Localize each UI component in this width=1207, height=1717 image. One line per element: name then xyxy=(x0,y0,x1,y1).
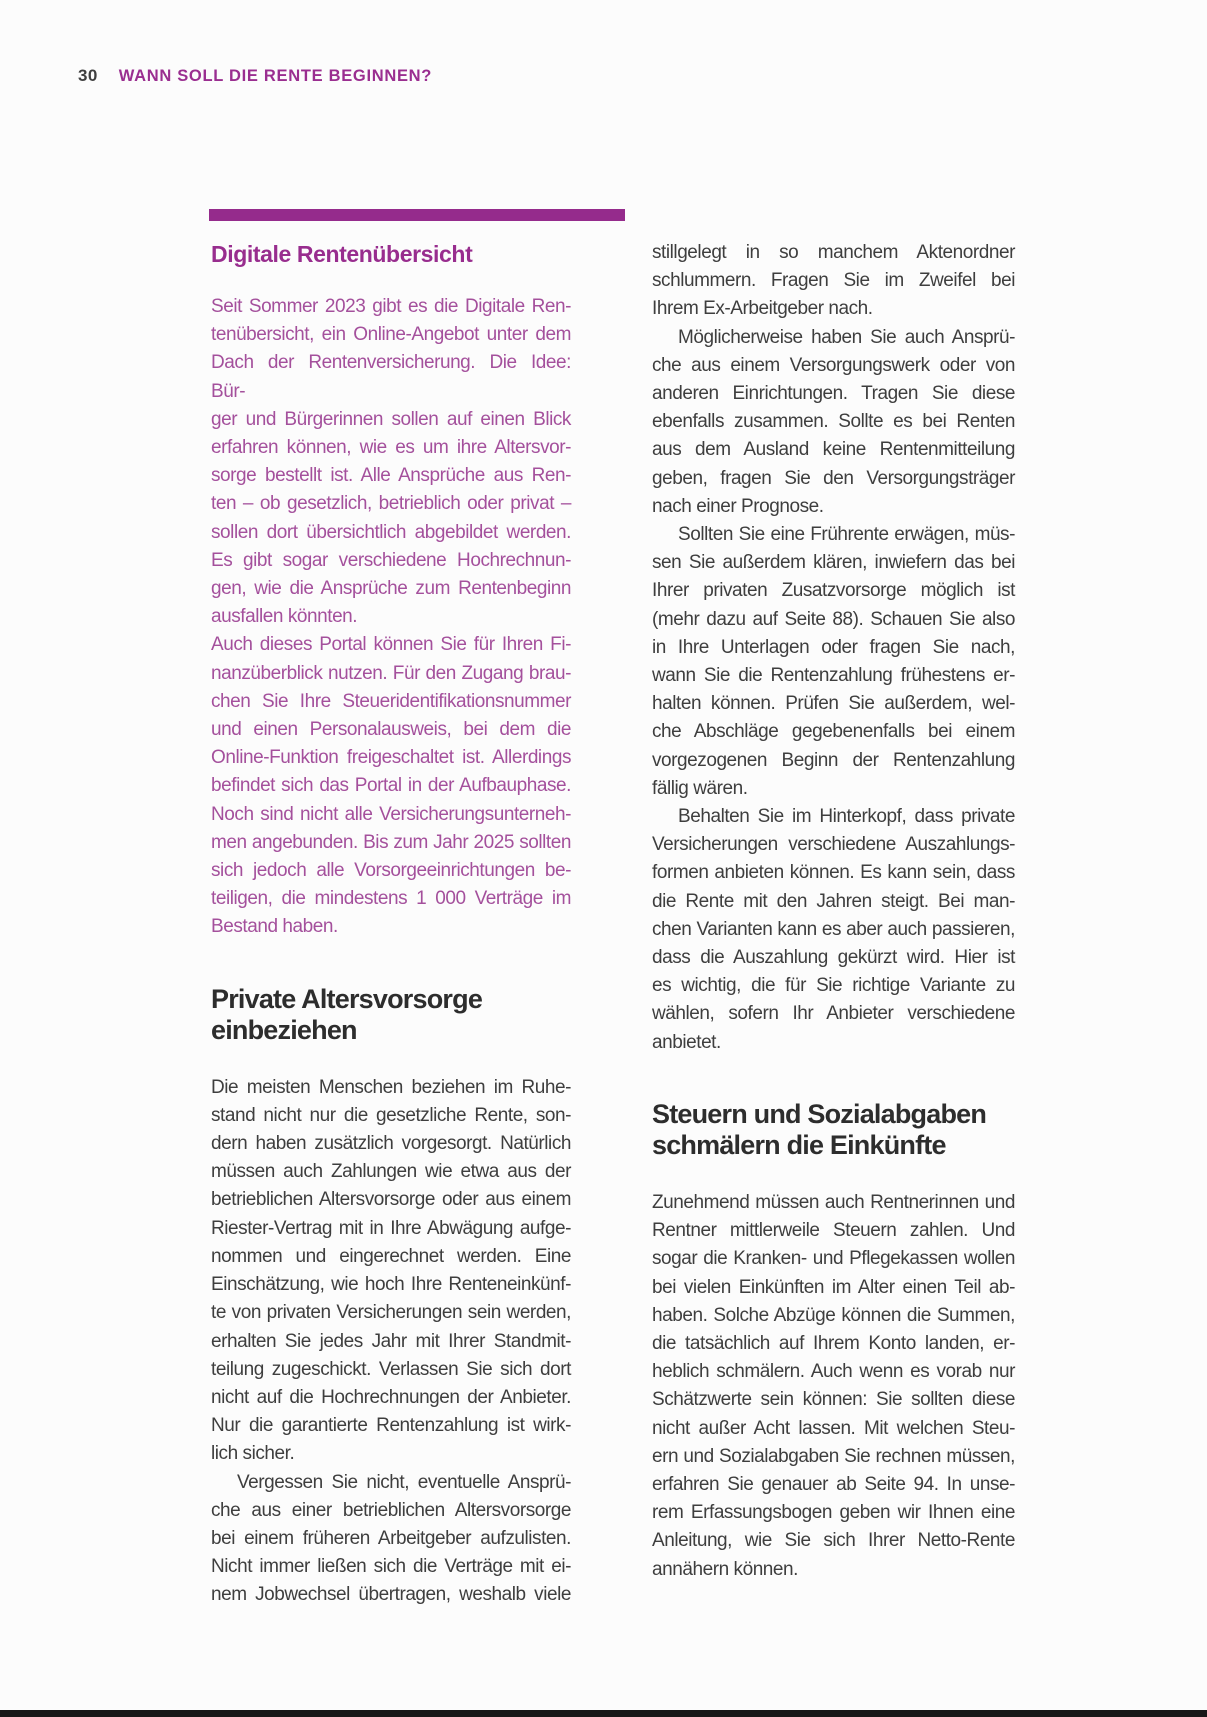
text-line: Nur die garantierte Rentenzahlung ist wirk- xyxy=(211,1415,571,1437)
text-line: vorgezogenen Beginn der Rentenzahlung xyxy=(652,749,1015,771)
infobox-accent-bar xyxy=(209,209,625,221)
section-heading-private-altersvorsorge xyxy=(211,984,571,1046)
text-line: erfahren Sie genauer ab Seite 94. In unse- xyxy=(652,1473,1015,1495)
text-line: stillgelegt in so manchem Aktenordner xyxy=(652,242,1015,263)
text-line: tenübersicht, ein Online-Angebot unter dem xyxy=(211,324,571,346)
heading-line: Private Altersvorsorge xyxy=(211,983,483,1014)
text-line: te von privaten Versicherungen sein werden, xyxy=(211,1302,571,1324)
text-line: ern und Sozialabgaben Sie rechnen müssen, xyxy=(652,1445,1015,1467)
text-line: es wichtig, die für Sie richtige Variante zu xyxy=(652,975,1015,997)
heading-line: Steuern und Sozialabgaben xyxy=(652,1098,987,1129)
text-line: Auch dieses Portal können Sie für Ihren Fi- xyxy=(211,634,571,656)
text-line: nanzüberblick nutzen. Für den Zugang brau- xyxy=(211,662,571,684)
text-line: anbietet. xyxy=(652,1031,721,1053)
text-line: Anleitung, wie Sie sich Ihrer Netto-Rente xyxy=(652,1530,1015,1552)
text-line: haben. Solche Abzüge können die Summen, xyxy=(652,1304,1015,1326)
text-line: dern haben zusätzlich vorgesorgt. Natürlich xyxy=(211,1133,571,1155)
infobox-title: Digitale Rentenübersicht xyxy=(211,241,473,267)
text-line: und einen Personalausweis, bei dem die xyxy=(211,719,571,741)
page-number: 30 xyxy=(78,66,98,85)
text-line: sich jedoch alle Vorsorgeeinrichtungen be- xyxy=(211,860,571,882)
text-line: Noch sind nicht alle Versicherungsunterneh- xyxy=(211,803,571,825)
text-line: Online-Funktion freigeschaltet ist. Allerdings xyxy=(211,747,571,769)
text-line: ten – ob gesetzlich, betrieblich oder privat – xyxy=(211,493,571,515)
text-line: geben, fragen Sie den Versorgungsträger xyxy=(652,467,1015,489)
text-line: che aus einem Versorgungswerk oder von xyxy=(652,354,1015,376)
text-line: Einschätzung, wie hoch Ihre Renteneinkünf- xyxy=(211,1274,571,1296)
text-line: betrieblichen Altersvorsorge oder aus einem xyxy=(211,1189,571,1211)
infobox-body xyxy=(211,293,571,942)
text-line: fällig wären. xyxy=(652,777,748,799)
text-line: chen Varianten kann es aber auch passieren, xyxy=(652,918,1015,940)
text-line: Bestand haben. xyxy=(211,916,338,938)
text-line: Möglicherweise haben Sie auch Ansprü- xyxy=(678,326,1015,348)
text-line: rem Erfassungsbogen geben wir Ihnen eine xyxy=(652,1502,1015,1524)
text-line: Versicherungen verschiedene Auszahlungs- xyxy=(652,834,1015,856)
text-line: formen anbieten können. Es kann sein, dass xyxy=(652,862,1015,884)
right-section-body xyxy=(652,1189,1015,1584)
text-line: che aus einer betrieblichen Altersvorsorge xyxy=(211,1499,571,1521)
text-line: teilung zugeschickt. Verlassen Sie sich dort xyxy=(211,1358,571,1380)
text-line: annähern können. xyxy=(652,1558,798,1580)
text-line: anderen Einrichtungen. Tragen Sie diese xyxy=(652,383,1015,405)
right-column-body xyxy=(652,239,1015,1057)
text-line: ausfallen könnten. xyxy=(211,606,358,628)
text-line: Ihrem Ex-Arbeitgeber nach. xyxy=(652,298,873,320)
text-line: (mehr dazu auf Seite 88). Schauen Sie also xyxy=(652,608,1015,630)
text-line: nicht außer Acht lassen. Mit welchen Steu- xyxy=(652,1417,1015,1439)
text-line: müssen auch Zahlungen wie etwa aus der xyxy=(211,1161,571,1183)
text-line: dass die Auszahlung gekürzt wird. Hier ist xyxy=(652,947,1015,969)
text-line: schlummern. Fragen Sie im Zweifel bei xyxy=(652,270,1015,292)
text-line: erhalten Sie jedes Jahr mit Ihrer Standmit- xyxy=(211,1330,571,1352)
text-line: wann Sie die Rentenzahlung frühestens er- xyxy=(652,665,1015,687)
text-line: Rentner mittlerweile Steuern zahlen. Und xyxy=(652,1220,1015,1242)
right-column xyxy=(652,239,1015,1584)
text-line: Dach der Rentenversicherung. Die Idee: Bür- xyxy=(211,352,571,402)
text-line: befindet sich das Portal in der Aufbauphase. xyxy=(211,775,571,797)
text-line: gen, wie die Ansprüche zum Rentenbeginn xyxy=(211,578,571,600)
text-line: lich sicher. xyxy=(211,1443,295,1465)
text-line: nem Jobwechsel übertragen, weshalb viele xyxy=(211,1584,571,1606)
text-line: halten können. Prüfen Sie außerdem, wel- xyxy=(652,693,1015,715)
text-line: Schätzwerte sein können: Sie sollten diese xyxy=(652,1389,1015,1411)
text-line: Nicht immer ließen sich die Verträge mit ei- xyxy=(211,1556,571,1578)
text-line: nach einer Prognose. xyxy=(652,495,824,517)
text-line: nicht auf die Hochrechnungen der Anbieter. xyxy=(211,1386,571,1408)
text-line: Behalten Sie im Hinterkopf, dass private xyxy=(678,806,1015,828)
text-line: Seit Sommer 2023 gibt es die Digitale Ren- xyxy=(211,296,571,317)
text-line: sogar die Kranken- und Pflegekassen wollen xyxy=(652,1248,1015,1270)
text-line: sollen dort übersichtlich abgebildet werden. xyxy=(211,521,571,543)
text-line: sorge bestellt ist. Alle Ansprüche aus Ren- xyxy=(211,465,571,487)
text-line: in Ihre Unterlagen oder fragen Sie nach, xyxy=(652,636,1015,658)
page-bottom-edge xyxy=(0,1710,1207,1717)
text-line: die Rente mit den Jahren steigt. Bei man- xyxy=(652,890,1015,912)
text-line: bei vielen Einkünften im Alter einen Teil ab- xyxy=(652,1276,1015,1298)
text-line: ger und Bürgerinnen sollen auf einen Blick xyxy=(211,408,571,430)
text-line: Sollten Sie eine Frührente erwägen, müs- xyxy=(678,524,1015,546)
text-line: wählen, sofern Ihr Anbieter verschiedene xyxy=(652,1003,1015,1025)
text-line: nommen und eingerechnet werden. Eine xyxy=(211,1245,571,1267)
text-line: Vergessen Sie nicht, eventuelle Ansprü- xyxy=(237,1471,571,1493)
heading-line: einbeziehen xyxy=(211,1014,357,1045)
section-heading-steuern-sozialabgaben xyxy=(652,1099,1015,1161)
text-line: ebenfalls zusammen. Sollte es bei Renten xyxy=(652,411,1015,433)
text-line: teiligen, die mindestens 1 000 Verträge im xyxy=(211,888,571,910)
text-line: che Abschläge gegebenenfalls bei einem xyxy=(652,721,1015,743)
running-header xyxy=(78,66,432,86)
text-line: erfahren können, wie es um ihre Altersvor- xyxy=(211,437,571,459)
text-line: die tatsächlich auf Ihrem Konto landen, er- xyxy=(652,1332,1015,1354)
left-section-body xyxy=(211,1074,571,1610)
text-line: sen Sie außerdem klären, inwiefern das bei xyxy=(652,552,1015,574)
text-line: Die meisten Menschen beziehen im Ruhe- xyxy=(211,1076,571,1098)
text-line: Riester-Vertrag mit in Ihre Abwägung aufge- xyxy=(211,1217,571,1239)
text-line: bei einem früheren Arbeitgeber aufzulisten. xyxy=(211,1527,571,1549)
text-line: men angebunden. Bis zum Jahr 2025 sollten xyxy=(211,831,571,853)
text-line: aus dem Ausland keine Rentenmitteilung xyxy=(652,439,1015,461)
text-line: stand nicht nur die gesetzliche Rente, son- xyxy=(211,1104,571,1126)
running-header-title: WANN SOLL DIE RENTE BEGINNEN? xyxy=(118,67,433,85)
text-line: heblich schmälern. Auch wenn es vorab nur xyxy=(652,1361,1015,1383)
text-line: Ihrer privaten Zusatzvorsorge möglich ist xyxy=(652,580,1015,602)
text-line: chen Sie Ihre Steueridentifikationsnummer xyxy=(211,690,571,712)
heading-line: schmälern die Einkünfte xyxy=(652,1129,946,1160)
text-line: Es gibt sogar verschiedene Hochrechnun- xyxy=(211,549,571,571)
left-column xyxy=(211,241,571,1610)
text-line: Zunehmend müssen auch Rentnerinnen und xyxy=(652,1191,1015,1213)
